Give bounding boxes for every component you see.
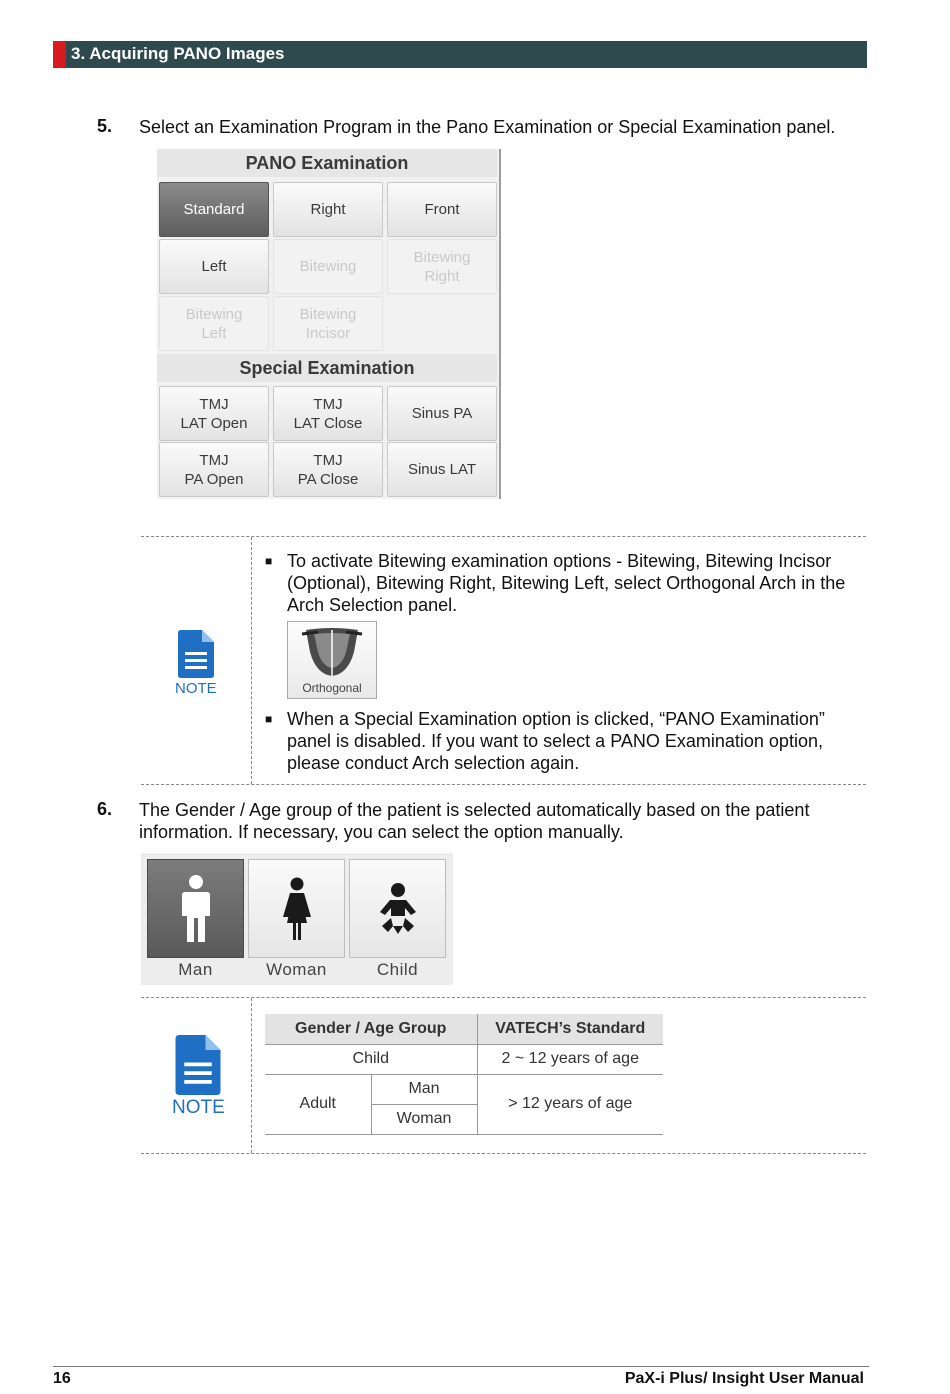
bitewing-left-button[interactable]: Bitewing Left [159, 296, 269, 351]
bullet-text: To activate Bitewing examination options - Bitewing, Bitewing Incisor (Optional), Bitewing Right, Bitewing Left, select Orthogonal Arch in the Arch Selection panel. [287, 551, 846, 615]
woman-label: Woman [266, 960, 327, 979]
bitewing-incisor-button[interactable]: Bitewing Incisor [273, 296, 383, 351]
table-cell: Man [371, 1074, 477, 1104]
pano-examination-panel [157, 149, 501, 499]
note-label: NOTE [172, 1097, 225, 1118]
sinus-pa-button[interactable]: Sinus PA [387, 386, 497, 441]
tmj-pa-open-button[interactable]: TMJ PA Open [159, 442, 269, 497]
note-divider [251, 998, 252, 1153]
note-bullet [265, 708, 862, 774]
age-group-table [265, 1014, 663, 1135]
front-button[interactable]: Front [387, 182, 497, 237]
woman-icon [281, 877, 313, 941]
table-header: Gender / Age Group [265, 1014, 477, 1044]
gender-age-panel [141, 853, 453, 985]
manual-title: PaX-i Plus/ Insight User Manual [624, 1370, 864, 1387]
note-box [141, 997, 866, 1154]
table-cell: 2 ~ 12 years of age [477, 1044, 663, 1074]
table-row [265, 1074, 663, 1104]
orthogonal-arch-button[interactable] [287, 621, 377, 699]
table-header-row [265, 1014, 663, 1044]
bitewing-button[interactable]: Bitewing [273, 239, 383, 294]
step-number: 5. [97, 116, 113, 136]
note-bullet [265, 550, 862, 616]
footer-divider [53, 1366, 869, 1367]
child-button[interactable] [349, 859, 446, 958]
step-number: 6. [97, 799, 113, 819]
section-header [53, 41, 867, 68]
right-button[interactable]: Right [273, 182, 383, 237]
bitewing-right-button[interactable]: Bitewing Right [387, 239, 497, 294]
standard-button[interactable]: Standard [159, 182, 269, 237]
table-cell: Adult [265, 1074, 371, 1134]
page-number: 16 [53, 1370, 71, 1387]
man-button[interactable] [147, 859, 244, 958]
section-title: 3. Acquiring PANO Images [71, 44, 285, 63]
note-label: NOTE [175, 680, 217, 697]
woman-button[interactable] [248, 859, 345, 958]
document-icon [175, 1035, 221, 1095]
child-icon [378, 882, 418, 936]
special-panel-title: Special Examination [157, 354, 497, 382]
orthogonal-label: Orthogonal [302, 681, 362, 695]
document-icon [178, 630, 214, 678]
bullet-mark: ■ [265, 554, 273, 568]
pano-panel-title: PANO Examination [157, 149, 497, 177]
man-label: Man [178, 960, 213, 979]
step-text: Select an Examination Program in the Pano Examination or Special Examination panel. [139, 117, 836, 137]
tmj-lat-open-button[interactable]: TMJ LAT Open [159, 386, 269, 441]
note-divider [251, 537, 252, 784]
tmj-lat-close-button[interactable]: TMJ LAT Close [273, 386, 383, 441]
note-icon [172, 1035, 225, 1119]
table-row [265, 1044, 663, 1074]
bullet-text: When a Special Examination option is clicked, “PANO Examination” panel is disabled. If you want to select a PANO Examination option, please conduct Arch selection again. [287, 709, 825, 773]
note-box [141, 536, 866, 785]
note-icon [175, 630, 217, 697]
tmj-pa-close-button[interactable]: TMJ PA Close [273, 442, 383, 497]
table-header: VATECH’s Standard [477, 1014, 663, 1044]
left-button[interactable]: Left [159, 239, 269, 294]
bullet-mark: ■ [265, 712, 273, 726]
section-header-accent [53, 41, 66, 68]
step-text: The Gender / Age group of the patient is selected automatically based on the patient information. If necessary, you can select the option manually. [139, 800, 810, 842]
dental-arch-icon [288, 622, 376, 682]
table-cell: Child [265, 1044, 477, 1074]
man-icon [180, 874, 212, 944]
table-cell: > 12 years of age [477, 1074, 663, 1134]
table-cell: Woman [371, 1104, 477, 1134]
sinus-lat-button[interactable]: Sinus LAT [387, 442, 497, 497]
child-label: Child [376, 960, 419, 979]
